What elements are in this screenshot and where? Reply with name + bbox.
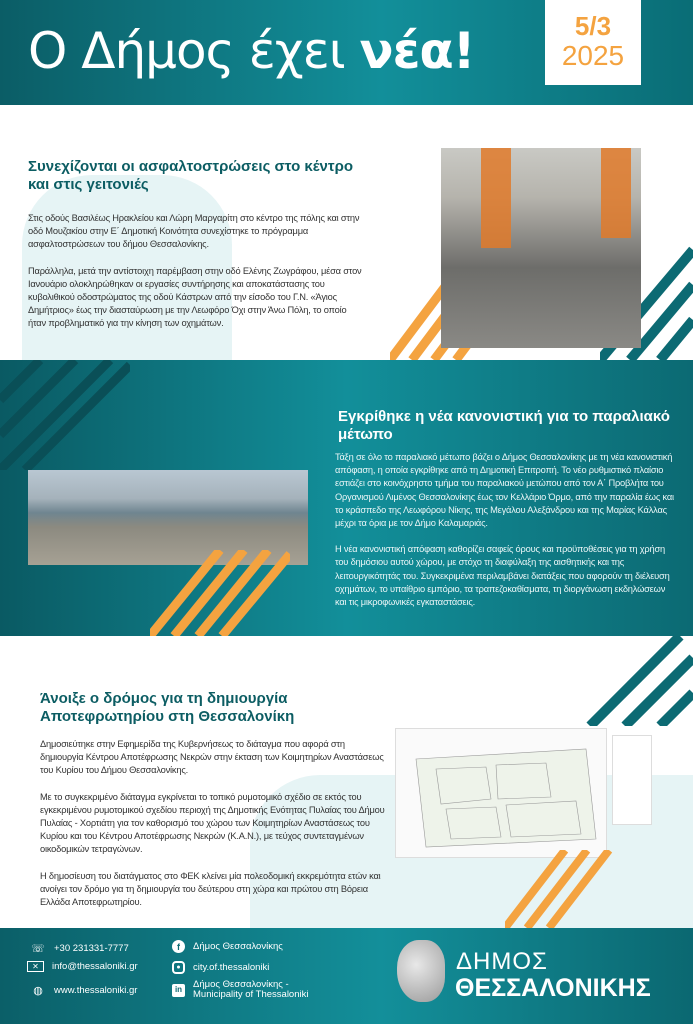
logo-text-dimos: ΔΗΜΟΣ — [456, 948, 548, 975]
article-title: Εγκρίθηκε η νέα κανονιστική για το παραλιακό μέτωπο — [338, 408, 670, 443]
facebook-icon: f — [172, 940, 185, 953]
teal-stripes-decoration — [580, 636, 693, 726]
cemetery-plan-drawing — [395, 728, 607, 858]
email-link[interactable]: info@thessaloniki.gr — [52, 961, 138, 972]
instagram-label: city.of.thessaloniki — [193, 962, 270, 973]
facebook-link[interactable] — [172, 940, 283, 953]
header-banner — [0, 0, 693, 105]
plan-legend — [612, 735, 652, 825]
orange-stripes-decoration — [150, 550, 290, 636]
facebook-label: Δήμος Θεσσαλονίκης — [193, 941, 283, 952]
instagram-icon: ● — [172, 961, 185, 974]
footer — [0, 928, 693, 1024]
mail-icon: ✕ — [27, 961, 44, 972]
website-contact[interactable] — [30, 982, 137, 998]
teal-stripes-decoration — [0, 360, 130, 470]
date-badge — [545, 0, 641, 85]
article-body: Τάξη σε όλο το παραλιακό μέτωπο βάζει ο Δήμος Θεσσαλονίκης με τη νέα κανονιστική απόφαση, η οποία εγκρίθηκε από τη Δημοτική Επιτροπή. Το νέο ρυθμιστικό πλαίσιο εστιάζει στο κοινόχρηστο τμήμα του παραλιακού μετώπου από τον Α΄ Προβλήτα του Οργανισμού Λιμένος Θεσσαλονίκης έως τον Κελλάριο Όρμο, από την παραλία έως και το κράσπεδο της Λεωφόρου Νίκης, της Μεγάλου Αλεξάνδρου και της Μαρίας Κάλλας μέχρι τα όρια με τον Δήμο Καλαμαριάς. Η νέα κανονιστική απόφαση καθορίζει σαφείς όρους και προϋποθέσεις για τη χρήση του δημόσιου αυτού χώρου, με στόχο τη διαφύλαξη της αισθητικής και της λειτουργικότητάς του. Συγκεκριμένα περιλαμβάνει διατάξεις που αφορούν τη διέλευση οχημάτων, το υπαίθριο εμπόριο, τα τραπεζοκαθίσματα, τη διοργάνωση εκδηλώσεων και τις μικροφωνικές εγκαταστάσεις. — [335, 452, 674, 608]
municipality-logo-head — [397, 940, 445, 1002]
date-year: 2025 — [561, 40, 625, 71]
website-link[interactable]: www.thessaloniki.gr — [54, 984, 138, 996]
section-waterfront — [0, 360, 693, 636]
article-body: Στις οδούς Βασιλέως Ηρακλείου και Λώρη Μαργαρίτη στο κέντρο της πόλης και στην οδό Μουζακίου στην Ε΄ Δημοτική Κοινότητα συνεχίστηκε το πρόγραμμα ασφαλτοστρώσεων του δήμου Θεσσαλονίκης. Παράλληλα, μετά την αντίστοιχη παρέμβαση στην οδό Ελένης Ζωγράφου, μέσα στον Ιανουάριο ολοκληρώθηκαν οι εργασίες συντήρησης και αποκατάστασης του κυβολιθικού οδοστρώματος της οδού Κάστρων από την είσοδο του Γ.Ν. «Άγιος Δημήτριος» έως την διασταύρωση με την Λεωφόρο Όχι στην Άνω Πόλη, το οποίο ήταν προβληματικό για την κίνηση των οχημάτων. — [28, 213, 362, 329]
linkedin-link[interactable] — [172, 980, 308, 1000]
article-title: Άνοιξε ο δρόμος για τη δημιουργία Αποτεφρωτηρίου στη Θεσσαλονίκη — [40, 690, 295, 725]
linkedin-icon: in — [172, 984, 185, 997]
linkedin-label: Δήμος Θεσσαλονίκης - — [193, 979, 289, 990]
instagram-link[interactable] — [172, 961, 269, 974]
email-contact[interactable] — [27, 961, 138, 972]
globe-icon: ◍ — [33, 984, 43, 997]
article-title: Συνεχίζονται οι ασφαλτοστρώσεις στο κέντρο και στις γειτονιές — [28, 158, 354, 193]
phone-number: +30 231331-7777 — [54, 942, 129, 954]
asphalt-workers-photo — [441, 148, 641, 348]
page-title: Ο Δήμος έχει νέα! — [28, 22, 475, 80]
phone-icon: ☏ — [31, 942, 45, 955]
phone-contact[interactable] — [30, 940, 129, 956]
logo-text-thessalonikis: ΘΕΣΣΑΛΟΝΙΚΗΣ — [455, 974, 651, 1002]
article-body: Δημοσιεύτηκε στην Εφημερίδα της Κυβερνήσεως το διάταγμα που αφορά στη δημιουργία Κέντρου Αποτέφρωσης Νεκρών στην έκταση των Κοιμητηρίων Αναστάσεως του Κυρίου του Δήμου Θεσσαλονίκης. Με το συγκεκριμένο διάταγμα εγκρίνεται το τοπικό ρυμοτομικό σχέδιο σε εκτός του εγκεκριμένου ρυμοτομικού σχεδίου περιοχή της Δημοτικής Ενότητας Πυλαίας του Δήμου Πυλαίας - Χορτιάτη για τον καθορισμό του χώρου των Κοιμητηρίων Αναστάσεως του Κυρίου και του Κέντρου Αποτέφρωσης Νεκρών (Κ.Α.Ν.), με τεύχος συντεταγμένων οικοδομικών τετραγώνων. Η δημοσίευση του διατάγματος στο ΦΕΚ κλείνει μία πολεοδομική εκκρεμότητα ετών και ανοίγει τον δρόμο για τη δημιουργία του δεύτερου στη χώρα και πρώτου στη Βόρεια Ελλάδα Αποτεφρωτηρίου. — [40, 739, 385, 908]
linkedin-label: Municipality of Thessaloniki — [193, 989, 309, 1000]
date-day: 5/3 — [574, 11, 612, 41]
orange-stripes-decoration — [505, 850, 615, 928]
